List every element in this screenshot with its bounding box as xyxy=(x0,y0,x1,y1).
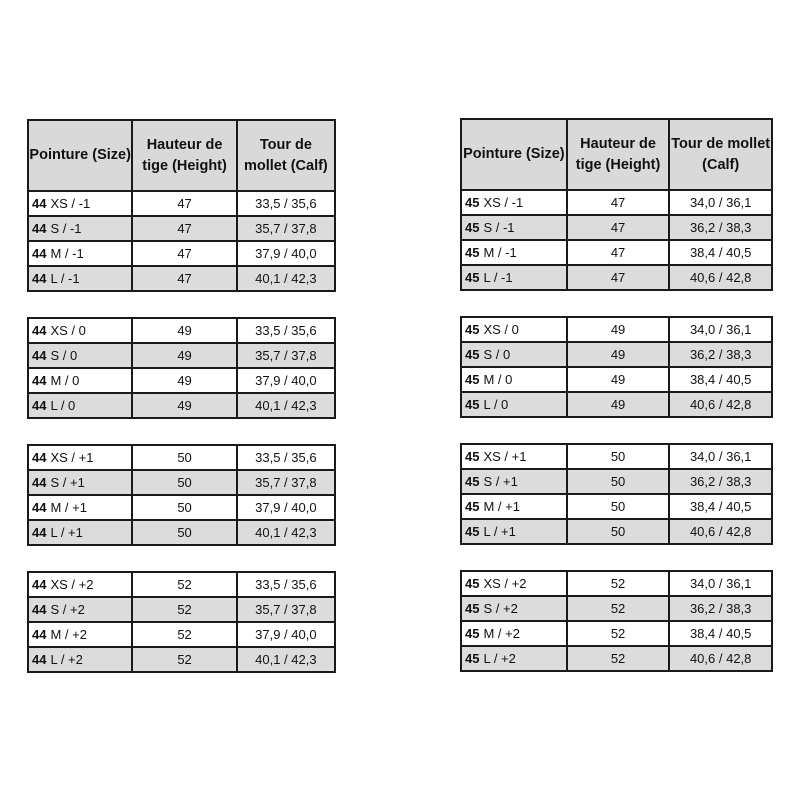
pointure-number: 45 xyxy=(465,270,480,285)
size-label: XS / +2 xyxy=(50,577,94,592)
pointure-number: 44 xyxy=(32,627,47,642)
calf-cell: 38,4 / 40,5 xyxy=(669,367,772,392)
height-cell: 52 xyxy=(132,647,236,672)
table-row xyxy=(461,190,772,215)
size-cell xyxy=(461,646,567,671)
pointure-number: 44 xyxy=(32,525,47,540)
size-label: M / +1 xyxy=(483,499,520,514)
pointure-number: 45 xyxy=(465,651,480,666)
table-row xyxy=(28,216,335,241)
height-cell: 49 xyxy=(567,317,670,342)
height-cell: 47 xyxy=(132,241,236,266)
header-calf: Tour de mollet (Calf) xyxy=(669,119,772,190)
size-label: S / +2 xyxy=(483,601,518,616)
size-label: L / -1 xyxy=(483,270,513,285)
size-label: L / +1 xyxy=(483,524,516,539)
calf-cell: 34,0 / 36,1 xyxy=(669,317,772,342)
size-table-group xyxy=(460,316,773,418)
pointure-number: 44 xyxy=(32,450,47,465)
size-cell xyxy=(28,191,132,216)
calf-cell: 38,4 / 40,5 xyxy=(669,494,772,519)
calf-cell: 40,6 / 42,8 xyxy=(669,392,772,417)
table-row xyxy=(461,469,772,494)
size-cell xyxy=(28,393,132,418)
table-row xyxy=(28,191,335,216)
height-cell: 47 xyxy=(132,266,236,291)
table-row xyxy=(28,597,335,622)
calf-cell: 33,5 / 35,6 xyxy=(237,572,335,597)
height-cell: 49 xyxy=(567,392,670,417)
size-cell xyxy=(28,622,132,647)
pointure-number: 44 xyxy=(32,475,47,490)
size-label: M / -1 xyxy=(50,246,84,261)
calf-cell: 37,9 / 40,0 xyxy=(237,495,335,520)
pointure-number: 44 xyxy=(32,398,47,413)
calf-cell: 36,2 / 38,3 xyxy=(669,342,772,367)
pointure-number: 44 xyxy=(32,246,47,261)
calf-cell: 35,7 / 37,8 xyxy=(237,343,335,368)
size-cell xyxy=(28,520,132,545)
header-size: Pointure (Size) xyxy=(461,119,567,190)
size-chart-44 xyxy=(27,119,336,673)
pointure-number: 45 xyxy=(465,474,480,489)
height-cell: 52 xyxy=(132,597,236,622)
size-cell xyxy=(461,215,567,240)
table-row xyxy=(461,494,772,519)
calf-cell: 37,9 / 40,0 xyxy=(237,622,335,647)
table-row xyxy=(28,393,335,418)
size-label: L / -1 xyxy=(50,271,80,286)
size-chart-45 xyxy=(460,118,773,672)
pointure-number: 45 xyxy=(465,499,480,514)
size-table-group xyxy=(27,571,336,673)
size-label: M / +2 xyxy=(483,626,520,641)
pointure-number: 44 xyxy=(32,500,47,515)
calf-cell: 34,0 / 36,1 xyxy=(669,444,772,469)
size-label: XS / 0 xyxy=(50,323,86,338)
size-cell xyxy=(28,647,132,672)
size-cell xyxy=(461,265,567,290)
size-label: M / -1 xyxy=(483,245,517,260)
pointure-number: 45 xyxy=(465,626,480,641)
size-cell xyxy=(28,266,132,291)
calf-cell: 34,0 / 36,1 xyxy=(669,190,772,215)
height-cell: 50 xyxy=(132,470,236,495)
size-table-group xyxy=(27,444,336,546)
pointure-number: 45 xyxy=(465,397,480,412)
size-label: L / 0 xyxy=(483,397,509,412)
pointure-number: 45 xyxy=(465,601,480,616)
size-cell xyxy=(28,445,132,470)
height-cell: 47 xyxy=(132,191,236,216)
height-cell: 47 xyxy=(567,190,670,215)
height-cell: 47 xyxy=(567,240,670,265)
table-row xyxy=(461,646,772,671)
calf-cell: 33,5 / 35,6 xyxy=(237,445,335,470)
size-cell xyxy=(461,342,567,367)
table-row xyxy=(461,215,772,240)
calf-cell: 40,1 / 42,3 xyxy=(237,393,335,418)
calf-cell: 35,7 / 37,8 xyxy=(237,470,335,495)
table-row xyxy=(28,343,335,368)
header-size: Pointure (Size) xyxy=(28,120,132,191)
pointure-number: 44 xyxy=(32,271,47,286)
pointure-number: 45 xyxy=(465,195,480,210)
height-cell: 47 xyxy=(567,265,670,290)
height-cell: 52 xyxy=(132,572,236,597)
size-cell xyxy=(461,519,567,544)
calf-cell: 38,4 / 40,5 xyxy=(669,621,772,646)
size-cell xyxy=(28,597,132,622)
size-cell xyxy=(28,470,132,495)
pointure-number: 45 xyxy=(465,449,480,464)
table-row xyxy=(28,368,335,393)
size-cell xyxy=(461,596,567,621)
table-row xyxy=(28,572,335,597)
size-label: S / -1 xyxy=(483,220,515,235)
table-row xyxy=(28,520,335,545)
size-label: S / +1 xyxy=(50,475,85,490)
height-cell: 47 xyxy=(567,215,670,240)
pointure-number: 44 xyxy=(32,196,47,211)
calf-cell: 33,5 / 35,6 xyxy=(237,191,335,216)
table-row xyxy=(461,596,772,621)
table-header-row xyxy=(461,119,772,190)
size-label: XS / -1 xyxy=(50,196,91,211)
table-row xyxy=(28,266,335,291)
size-cell xyxy=(28,343,132,368)
pointure-number: 44 xyxy=(32,373,47,388)
calf-cell: 40,6 / 42,8 xyxy=(669,646,772,671)
pointure-number: 44 xyxy=(32,348,47,363)
size-label: M / 0 xyxy=(50,373,80,388)
calf-cell: 34,0 / 36,1 xyxy=(669,571,772,596)
calf-cell: 35,7 / 37,8 xyxy=(237,216,335,241)
pointure-number: 44 xyxy=(32,652,47,667)
calf-cell: 36,2 / 38,3 xyxy=(669,215,772,240)
pointure-number: 44 xyxy=(32,577,47,592)
size-cell xyxy=(461,367,567,392)
calf-cell: 40,6 / 42,8 xyxy=(669,265,772,290)
table-row xyxy=(461,621,772,646)
table-row xyxy=(28,647,335,672)
size-label: L / +2 xyxy=(483,651,516,666)
calf-cell: 40,1 / 42,3 xyxy=(237,520,335,545)
height-cell: 47 xyxy=(132,216,236,241)
pointure-number: 44 xyxy=(32,323,47,338)
calf-cell: 35,7 / 37,8 xyxy=(237,597,335,622)
table-row xyxy=(461,367,772,392)
header-height: Hauteur de tige (Height) xyxy=(567,119,670,190)
pointure-number: 45 xyxy=(465,372,480,387)
size-label: XS / 0 xyxy=(483,322,519,337)
size-label: XS / +2 xyxy=(483,576,527,591)
size-cell xyxy=(461,317,567,342)
pointure-number: 45 xyxy=(465,220,480,235)
height-cell: 52 xyxy=(567,621,670,646)
size-table-group xyxy=(460,570,773,672)
size-label: S / +2 xyxy=(50,602,85,617)
header-height: Hauteur de tige (Height) xyxy=(132,120,236,191)
height-cell: 50 xyxy=(567,469,670,494)
calf-cell: 37,9 / 40,0 xyxy=(237,241,335,266)
table-row xyxy=(461,392,772,417)
table-row xyxy=(461,240,772,265)
table-row xyxy=(28,470,335,495)
size-label: M / +1 xyxy=(50,500,87,515)
size-cell xyxy=(28,368,132,393)
size-cell xyxy=(28,241,132,266)
table-row xyxy=(461,342,772,367)
table-row xyxy=(461,265,772,290)
height-cell: 49 xyxy=(567,367,670,392)
calf-cell: 33,5 / 35,6 xyxy=(237,318,335,343)
pointure-number: 45 xyxy=(465,322,480,337)
size-label: M / +2 xyxy=(50,627,87,642)
size-table-group xyxy=(460,443,773,545)
size-cell xyxy=(28,216,132,241)
height-cell: 49 xyxy=(567,342,670,367)
size-cell xyxy=(28,572,132,597)
size-label: XS / +1 xyxy=(50,450,94,465)
height-cell: 52 xyxy=(567,596,670,621)
size-cell xyxy=(461,469,567,494)
calf-cell: 38,4 / 40,5 xyxy=(669,240,772,265)
size-cell xyxy=(461,444,567,469)
header-calf: Tour de mollet (Calf) xyxy=(237,120,335,191)
calf-cell: 40,6 / 42,8 xyxy=(669,519,772,544)
height-cell: 49 xyxy=(132,343,236,368)
table-row xyxy=(461,444,772,469)
size-cell xyxy=(28,318,132,343)
size-table-group xyxy=(460,118,773,291)
size-label: S / +1 xyxy=(483,474,518,489)
table-row xyxy=(28,445,335,470)
height-cell: 49 xyxy=(132,393,236,418)
size-table-group xyxy=(27,119,336,292)
size-cell xyxy=(461,494,567,519)
table-row xyxy=(28,495,335,520)
size-label: L / +2 xyxy=(50,652,83,667)
pointure-number: 45 xyxy=(465,576,480,591)
size-label: S / -1 xyxy=(50,221,82,236)
size-label: XS / -1 xyxy=(483,195,524,210)
size-cell xyxy=(461,190,567,215)
height-cell: 50 xyxy=(132,520,236,545)
table-row xyxy=(28,241,335,266)
size-cell xyxy=(461,240,567,265)
size-label: XS / +1 xyxy=(483,449,527,464)
pointure-number: 45 xyxy=(465,524,480,539)
pointure-number: 44 xyxy=(32,602,47,617)
table-row xyxy=(461,317,772,342)
height-cell: 50 xyxy=(132,445,236,470)
table-row xyxy=(461,571,772,596)
calf-cell: 40,1 / 42,3 xyxy=(237,647,335,672)
table-row xyxy=(28,622,335,647)
calf-cell: 40,1 / 42,3 xyxy=(237,266,335,291)
size-label: M / 0 xyxy=(483,372,513,387)
table-row xyxy=(461,519,772,544)
height-cell: 49 xyxy=(132,318,236,343)
table-header-row xyxy=(28,120,335,191)
size-label: L / +1 xyxy=(50,525,83,540)
size-label: S / 0 xyxy=(50,348,78,363)
calf-cell: 36,2 / 38,3 xyxy=(669,469,772,494)
pointure-number: 45 xyxy=(465,245,480,260)
size-cell xyxy=(461,392,567,417)
size-label: L / 0 xyxy=(50,398,76,413)
height-cell: 52 xyxy=(132,622,236,647)
size-table-group xyxy=(27,317,336,419)
height-cell: 50 xyxy=(132,495,236,520)
height-cell: 50 xyxy=(567,444,670,469)
size-cell xyxy=(28,495,132,520)
calf-cell: 36,2 / 38,3 xyxy=(669,596,772,621)
size-cell xyxy=(461,571,567,596)
height-cell: 50 xyxy=(567,519,670,544)
size-label: S / 0 xyxy=(483,347,511,362)
pointure-number: 45 xyxy=(465,347,480,362)
table-row xyxy=(28,318,335,343)
size-cell xyxy=(461,621,567,646)
height-cell: 49 xyxy=(132,368,236,393)
pointure-number: 44 xyxy=(32,221,47,236)
calf-cell: 37,9 / 40,0 xyxy=(237,368,335,393)
height-cell: 52 xyxy=(567,646,670,671)
height-cell: 50 xyxy=(567,494,670,519)
height-cell: 52 xyxy=(567,571,670,596)
